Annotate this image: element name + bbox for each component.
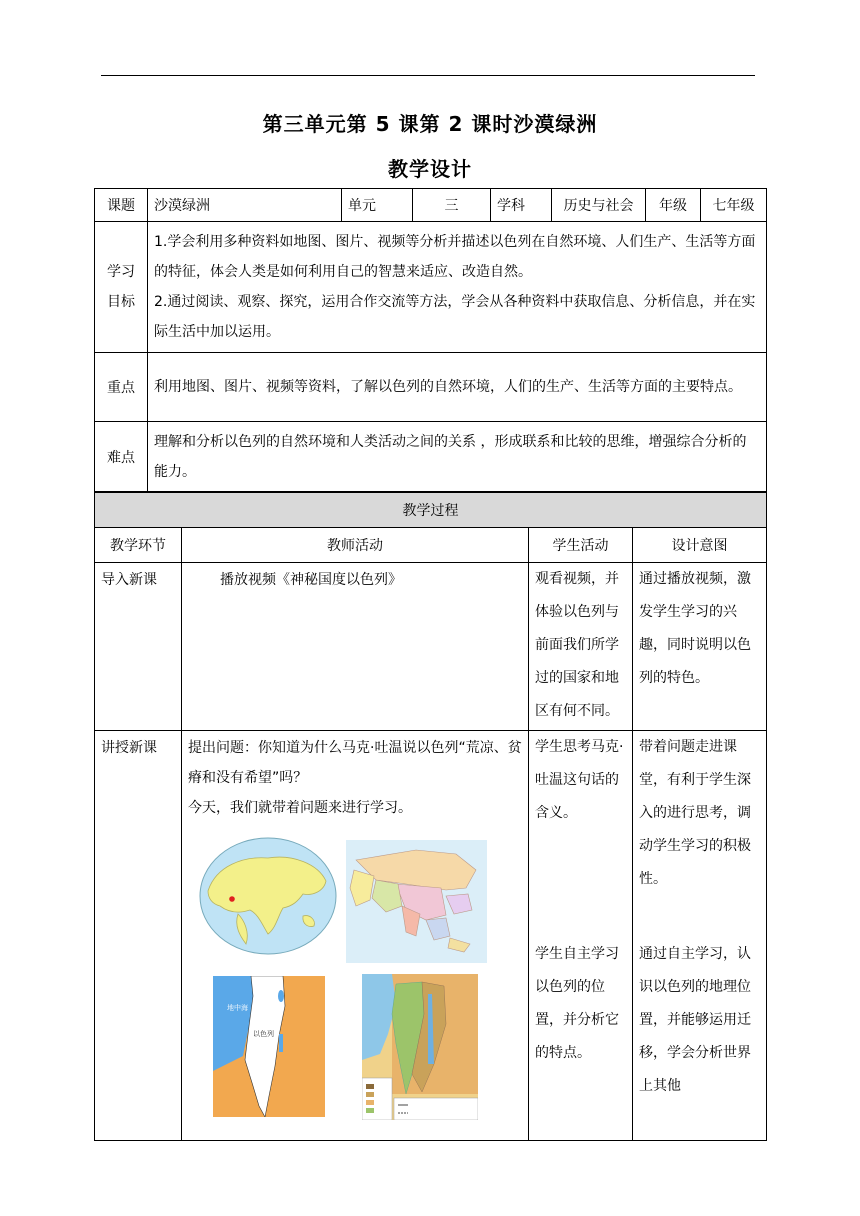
goal-label-line1: 学习 <box>107 264 135 280</box>
row1-intent: 通过播放视频，激发学生学习的兴趣，同时说明以色列的特色。 <box>633 563 767 731</box>
info-table <box>94 188 767 492</box>
unit-label: 单元 <box>342 189 413 222</box>
row1-stage: 导入新课 <box>95 563 182 731</box>
row2-intent-1: 带着问题走进课堂，有利于学生深入的进行思考，调动学生学习的积极性。 <box>639 739 751 887</box>
doc-title: 第三单元第 5 课第 2 课时沙漠绿洲 <box>262 112 598 136</box>
header-intent: 设计意图 <box>633 528 767 563</box>
grade-label: 年级 <box>646 189 701 222</box>
row1-student: 观看视频，并体验以色列与前面我们所学过的国家和地区有何不同。 <box>529 563 633 731</box>
row2-student <box>529 731 633 1141</box>
key-label: 重点 <box>95 353 148 422</box>
unit-value: 三 <box>413 189 491 222</box>
header-rule <box>101 75 755 76</box>
map3-sea-label: 地中海 <box>227 1004 248 1012</box>
asia-political-map <box>346 840 487 963</box>
israel-location-map <box>213 976 325 1117</box>
subject-value: 历史与社会 <box>552 189 646 222</box>
doc-subtitle: 教学设计 <box>388 157 472 181</box>
diff-text: 理解和分析以色列的自然环境和人类活动之间的关系 ，形成联系和比较的思维，增强综合分析的能力。 <box>148 422 767 492</box>
goal-text-2: 2.通过阅读、观察、探究，运用合作交流等方法，学会从各种资料中获取信息、分析信息，并在实际生活中加以运用。 <box>154 294 756 340</box>
goal-label-line2: 目标 <box>107 294 135 310</box>
header-student: 学生活动 <box>529 528 633 563</box>
key-text: 利用地图、图片、视频等资料，了解以色列的自然环境，人们的生产、生活等方面的主要特点。 <box>148 353 767 422</box>
row2-student-2: 学生自主学习以色列的位置，并分析它的特点。 <box>535 946 619 1061</box>
row2-teacher-intro: 今天，我们就带着问题来进行学习。 <box>188 800 412 816</box>
subject-label: 学科 <box>491 189 552 222</box>
grade-value: 七年级 <box>701 189 767 222</box>
process-title: 教学过程 <box>95 493 767 528</box>
goal-text <box>148 222 767 353</box>
goal-label <box>95 222 148 353</box>
row2-stage: 讲授新课 <box>95 731 182 1141</box>
map3-country-label: 以色列 <box>253 1030 274 1038</box>
world-globe-map <box>198 836 338 956</box>
diff-label: 难点 <box>95 422 148 492</box>
header-teacher: 教师活动 <box>182 528 529 563</box>
header-stage: 教学环节 <box>95 528 182 563</box>
row2-student-1: 学生思考马克·吐温这句话的含义。 <box>535 739 624 821</box>
row2-intent <box>633 731 767 1141</box>
row2-intent-2: 通过自主学习，认识以色列的地理位置，并能够运用迁移，学会分析世界上其他 <box>639 946 751 1094</box>
israel-terrain-map <box>362 974 478 1120</box>
topic-value: 沙漠绿洲 <box>148 189 342 222</box>
row1-teacher: 播放视频《神秘国度以色列》 <box>182 563 529 731</box>
row2-teacher-question: 提出问题：你知道为什么马克·吐温说以色列“荒凉、贫瘠和没有希望”吗？ <box>188 740 522 786</box>
goal-text-1: 1.学会利用多种资料如地图、图片、视频等分析并描述以色列在自然环境、人们生产、生活等方面的特征，体会人类是如何利用自己的智慧来适应、改造自然。 <box>154 234 756 280</box>
topic-label: 课题 <box>95 189 148 222</box>
